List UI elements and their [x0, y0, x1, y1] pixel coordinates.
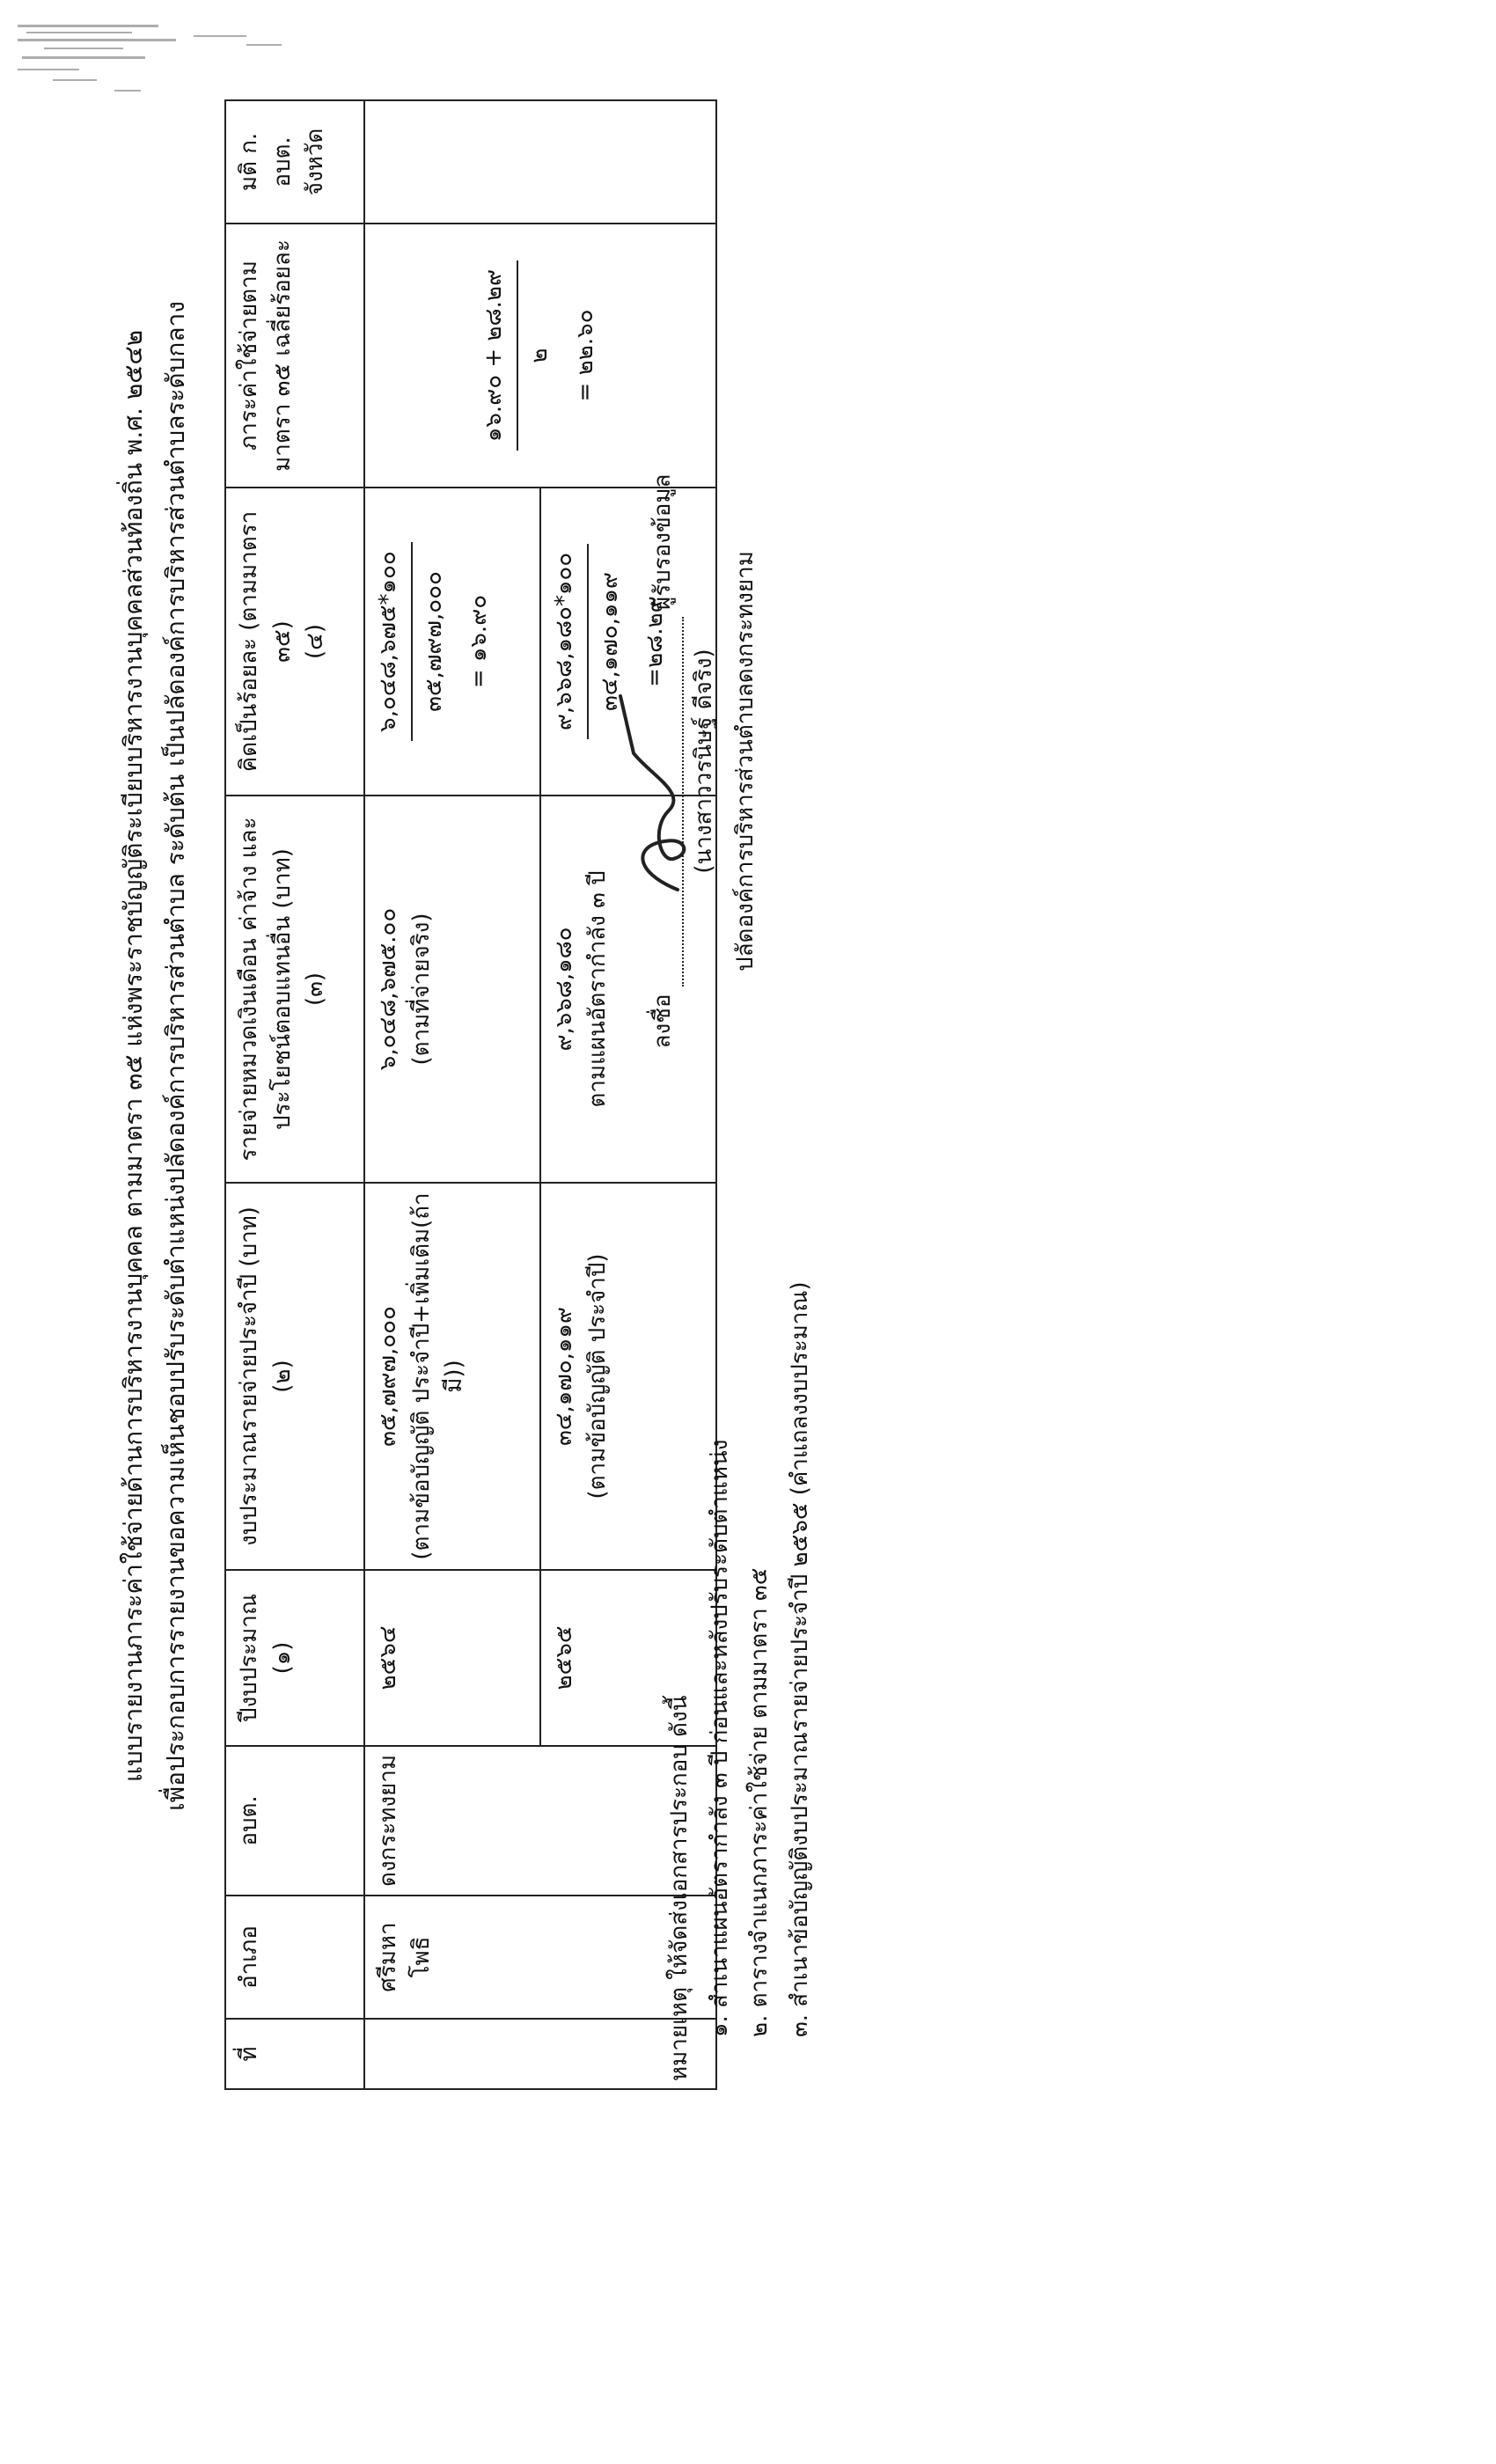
burden-denominator: ๒: [526, 348, 554, 363]
header-fiscal-year-label: ปีงบประมาณ: [236, 1594, 262, 1722]
cell-district: ศรีมหาโพธิ: [364, 1896, 716, 2019]
header-burden: ภาระค่าใช้จ่ายตาม มาตรา ๓๕ เฉลี่ยร้อยละ: [225, 224, 364, 488]
table-row: [364, 100, 540, 2089]
signature-line: [642, 321, 684, 1201]
handwritten-signature: [616, 678, 695, 907]
note-item-1: ๑. สำเนาแผนอัตรากำลัง ๓ ปี ก่อนและหลังปรับระดับตำแหน่ง: [706, 1439, 733, 2037]
header-percent-index: (๔): [302, 624, 329, 659]
expense-note-1: (ตามที่จ่ายจริง): [407, 913, 435, 1066]
cell-year-2: ๒๕๖๕: [540, 1570, 716, 1746]
note-item-3: ๓. สำเนาข้อบัญญัติงบประมาณรายจ่ายประจำปี ๒๕๖๕ (คำแถลงงบประมาณ): [786, 1281, 813, 2037]
signature-block: [642, 321, 766, 1201]
percent-result-1: = ๑๖.๙๐: [466, 594, 493, 689]
burden-numerator: ๑๖.๙๐ + ๒๘.๒๙: [478, 260, 518, 451]
burden-fraction: [478, 260, 556, 451]
percent-fraction-1: [372, 542, 451, 741]
report-title: แบบรายงานภาระค่าใช้จ่ายด้านการบริหารงานบุคคล ตามมาตรา ๓๕ แห่งพระราชบัญญัติระเบียบบริหารงานบุคคลส่วนท้องถิ่น พ.ศ. ๒๕๔๒: [119, 329, 148, 1783]
cell-org: ดงกระทงยาม: [364, 1746, 716, 1896]
header-org: อบต.: [225, 1746, 364, 1896]
header-budget: [225, 1183, 364, 1570]
header-expense-label: รายจ่ายหมวดเงินเดือน ค่าจ้าง และประโยชน์ตอบแทนอื่น (บาท): [236, 817, 296, 1162]
budget-note-1: (ตามข้อบัญญัติ ประจำปี+เพิ่มเติม(ถ้ามี)): [407, 1192, 468, 1560]
percent-result-2: =๒๘.๒๙: [642, 596, 669, 687]
percent-numerator-2: ๙,๖๖๘,๑๘๐*๑๐๐: [548, 544, 589, 739]
header-district: อำเภอ: [225, 1896, 364, 2019]
header-percent-label: คิดเป็นร้อยละ (ตามมาตรา ๓๕): [236, 510, 296, 773]
cell-expense-1: [364, 796, 540, 1183]
cell-budget-1: [364, 1183, 540, 1570]
header-fiscal-year: [225, 1570, 364, 1746]
header-fiscal-year-index: (๑): [268, 1641, 296, 1675]
header-budget-index: (๒): [268, 1360, 296, 1393]
header-resolution: มติ ก. อบต. จังหวัด: [225, 100, 364, 224]
signer-name: (นางสาววรนิษฐ์ ดีจริง): [690, 649, 717, 874]
percent-denominator-1: ๓๕,๗๙๗,๐๐๐: [420, 571, 447, 712]
budget-amount-1: ๓๕,๗๙๗,๐๐๐: [375, 1306, 401, 1447]
signer-position: ปลัดองค์การบริหารส่วนตำบลดงกระทงยาม: [731, 551, 759, 972]
cell-percent-1: [364, 488, 540, 796]
notes-heading: หมายเหตุ ให้จัดส่งเอกสารประกอบ ดังนี้: [666, 1695, 693, 2081]
header-no: ที่: [225, 2019, 364, 2089]
percent-numerator-1: ๖,๐๔๘,๖๗๕*๑๐๐: [372, 542, 413, 741]
table-header-row: [225, 100, 364, 2089]
report-subtitle: เพื่อประกอบการรายงานขอความเห็นชอบปรับระดับตำแหน่งปลัดองค์การบริหารส่วนตำบล ระดับต้น เป็นปลัดองค์การบริหารส่วนตำบลระดับกลาง: [161, 301, 190, 1811]
signature-role: ผู้รับรองข้อมูล: [649, 473, 676, 611]
cell-resolution: [364, 100, 716, 224]
rotated-report-page: [26, 0, 924, 2090]
sign-label: ลงชื่อ: [649, 994, 676, 1049]
note-item-2: ๒. ตารางจำแนกภาระค่าใช้จ่าย ตามมาตรา ๓๕: [746, 1567, 773, 2037]
expense-amount-2: ๙,๖๖๘,๑๘๐: [551, 927, 577, 1052]
budget-note-2: (ตามข้อบัญญัติ ประจำปี): [583, 1253, 611, 1500]
header-percent: [225, 488, 364, 796]
burden-result: = ๒๒.๖๐: [571, 309, 598, 402]
header-expense-index: (๓): [302, 972, 329, 1007]
signature-dotted-line: [656, 617, 684, 986]
expense-note-2: ตามแผนอัตรากำลัง ๓ ปี: [583, 870, 611, 1108]
notes-section: [660, 1281, 820, 2081]
percent-denominator-2: ๓๔,๑๗๐,๑๑๙: [596, 572, 623, 711]
budget-amount-2: ๓๔,๑๗๐,๑๑๙: [551, 1307, 577, 1446]
header-budget-label: งบประมาณรายจ่ายประจำปี (บาท): [236, 1206, 262, 1546]
header-expense: [225, 796, 364, 1183]
expense-amount-1: ๖,๐๔๘,๖๗๕.๐๐: [375, 907, 401, 1071]
cell-year-1: ๒๕๖๔: [364, 1570, 540, 1746]
